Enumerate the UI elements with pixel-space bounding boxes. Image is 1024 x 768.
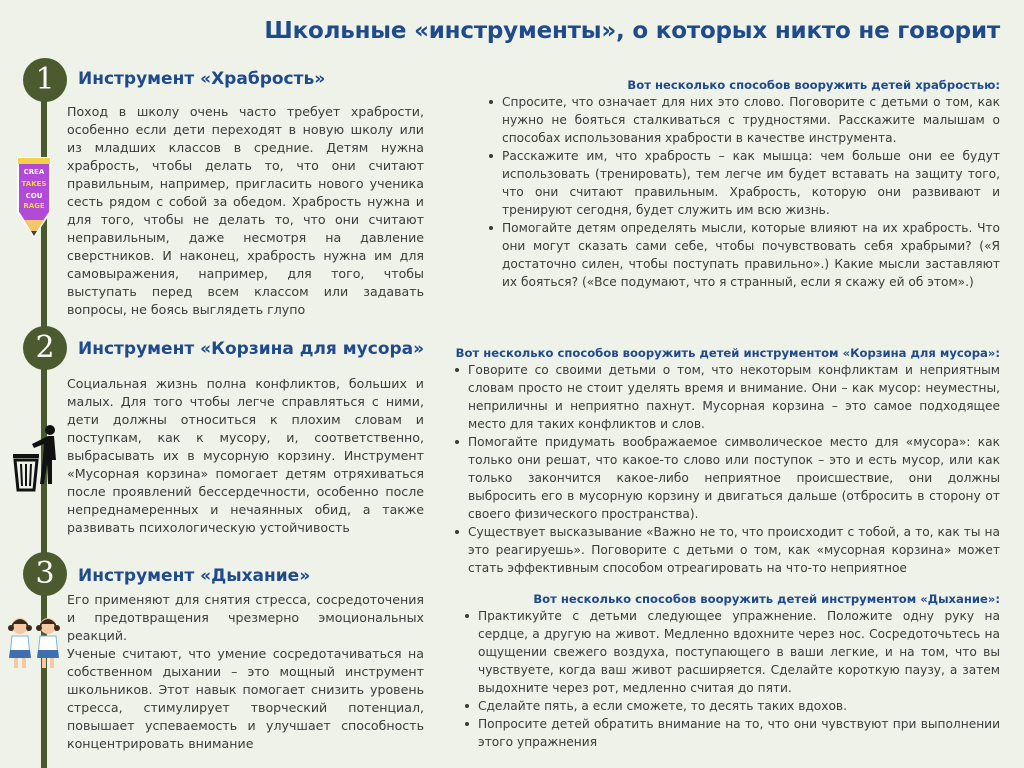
section-3-number: 3 [23,552,67,596]
list-item: Существует высказывание «Важно не то, что происходит с тобой, а то, как ты на это реагируешь». Поговорите с детьми о том, как «мусорная корзина» может стать эффективным способом отреагировать на что-то неприятное [454,523,1000,577]
sticker-text-4: RAGE [23,202,45,210]
section-2-text [67,375,424,537]
list-item: Помогайте детям определять мысли, которые влияют на их храбрость. Что они могут сказать сами себе, чтобы почувствовать себя храбрыми? («Я достаточно силен, чтобы поступать правильно».) Какие мысли заставляют их бояться? («Все подумают, что я странный, если я скажу ей об этом».) [488,219,1000,291]
section-3-paragraph-2: Ученые считают, что умение сосредотачиваться на собственном дыхании – это мощный инструмент школьников. Этот навык помогает снизить уровень стресса, стимулирует творческий потенциал, повышает успеваемость и улучшает способность концентрировать внимание [67,646,424,751]
list-item: Попросите детей обратить внимание на то, что они чувствуют при выполнении этого упражнения [464,715,1000,751]
section-3-paragraph-1: Его применяют для снятия стресса, сосредоточения и предотвращения чрезмерно эмоциональных реакций. [67,592,424,643]
list-item: Расскажите им, что храбрость – как мышца: чем больше они ее будут использовать (тренировать), тем легче им будет вставать на защиту того, что они считают правильным. Храбрость, которую они развивают и тренируют сегодня, будет служить им всю жизнь. [488,147,1000,219]
list-item: Говорите со своими детьми о том, что некоторым конфликтам и неприятным словам просто не стоит уделять время и внимание. Они – как мусор: неуместны, неприличны и неприятно пахнут. Мусорная корзина – это самое подходящее место для таких конфликтов и слов. [454,361,1000,433]
section-1-tips-heading: Вот несколько способов вооружить детей храбростью: [627,78,1000,92]
section-3-tips [464,607,1000,751]
sticker-text-2: TAKES [21,180,47,188]
list-item: Сделайте пять, а если сможете, то десять таких вдохов. [464,697,1000,715]
trash-bin-icon [10,424,62,492]
section-2-tips [454,361,1000,577]
section-1-title: Инструмент «Храбрость» [78,69,326,89]
section-3-text [67,591,424,753]
sticker-text-3: COU [25,192,43,200]
section-3-tips-heading: Вот несколько способов вооружить детей инструментом «Дыхание»: [533,592,1000,606]
page-title: Школьные «инструменты», о которых никто не говорит [264,18,1000,44]
section-2-title: Инструмент «Корзина для мусора» [78,339,425,359]
section-1-text [67,103,424,319]
sticker-text-1: CREA [23,168,45,176]
section-1-paragraph: Поход в школу очень часто требует храбрости, особенно если дети переходят в новую школу или из младших классов в средние. Детям нужна храбрость, чтобы делать то, что они считают правильным, например, пригласить нового ученика сесть рядом с собой за обедом. Храбрость нужна и для того, чтобы не делать то, что они считают неправильным, даже несмотря на давление сверстников. И наконец, храбрость нужна им для самовыражения, например, для того, чтобы выступать перед всем классом или задавать вопросы, не боясь выглядеть глупо [67,104,424,317]
list-item: Практикуйте с детьми следующее упражнение. Положите одну руку на сердце, а другую на живот. Медленно вдохните через нос. Сосредоточьтесь на ощущении свежего воздуха, поступающего в ваши легкие, и на том, что вы чувствуете, когда ваш живот расширяется. Сделайте короткую паузу, а затем выдохните через рот, медленно считая до пяти. [464,607,1000,697]
pencil-sticker-icon [8,150,60,240]
section-1-tips [488,93,1000,291]
section-2-paragraph: Социальная жизнь полна конфликтов, больших и малых. Для того чтобы легче справляться с ними, дети должны относиться к плохим словам и поступкам, как к мусору, и, соответственно, выбрасывать их в мусорную корзину. Инструмент «Мусорная корзина» помогает детям отряхиваться после проявлений бессердечности, особенно после непреднамеренных и нечаянных обид, а также развивать психологическую устойчивость [67,376,424,535]
section-1-number: 1 [23,58,67,102]
section-2-number: 2 [23,326,67,370]
list-item: Спросите, что означает для них это слово. Поговорите с детьми о том, как нужно не бояться сталкиваться с трудностями. Расскажите малышам о способах использования храбрости в качестве инструмента. [488,93,1000,147]
section-3-title: Инструмент «Дыхание» [78,566,311,586]
section-2-tips-heading: Вот несколько способов вооружить детей инструментом «Корзина для мусора»: [455,346,1000,360]
two-children-icon [4,614,66,672]
list-item: Помогайте придумать воображаемое символическое место для «мусора»: как только они решат, что какое-то слово или поступок – это и есть мусор, или как только закончится какое-либо неприятное происшествие, они должны выбросить его в мусорную корзину и двигаться дальше (отбросить в сторону от своего физического пространства). [454,433,1000,523]
